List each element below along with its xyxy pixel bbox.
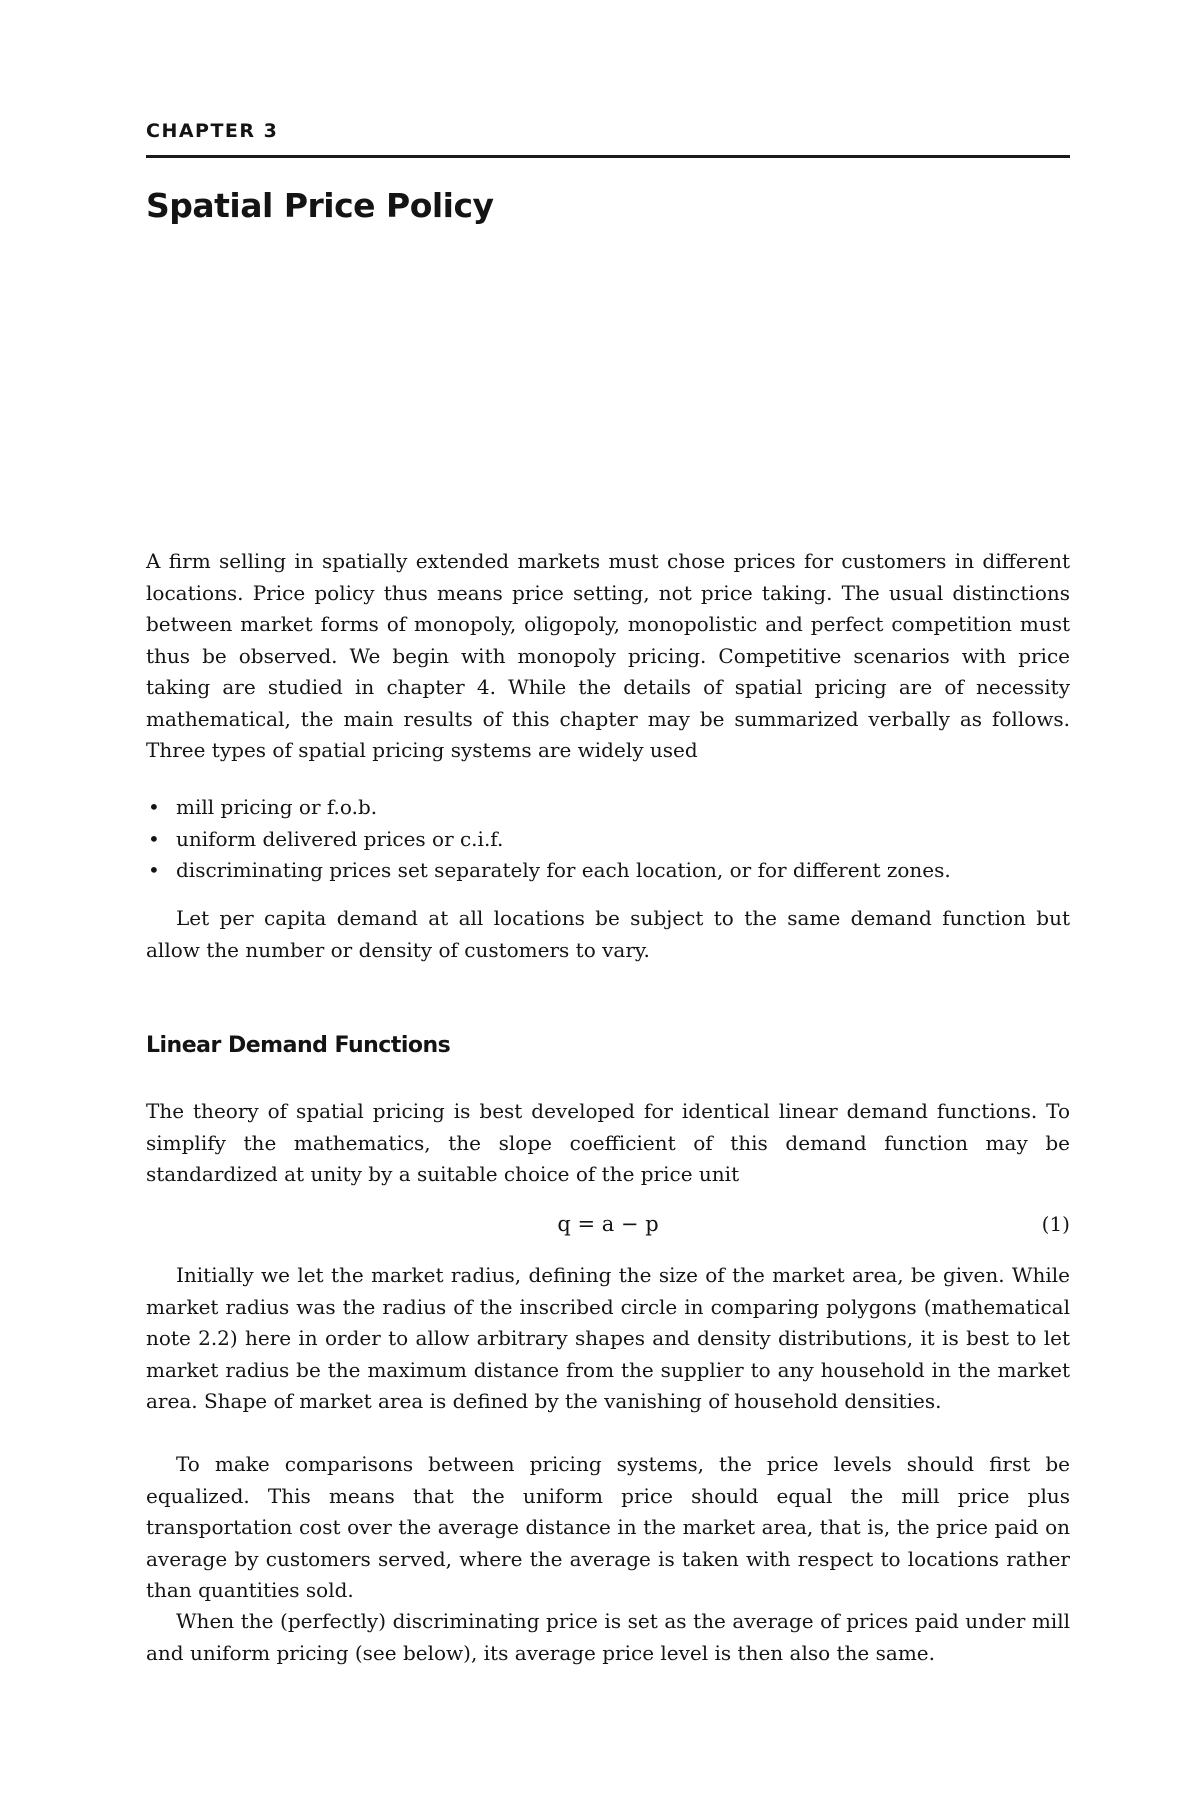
intro-paragraph: A firm selling in spatially extended markets must chose prices for customers in different locations. Price policy thus means price setting, not price taking. The usual distinctions between market forms of monopoly, oligopoly, monopolistic and perfect competition must thus be observed. We begin with monopoly pricing. Competitive scenarios with price taking are studied in chapter 4. While the details of spatial pricing are of necessity mathematical, the main results of this chapter may be summarized verbally as follows. Three types of spatial pricing systems are widely used (146, 549, 1070, 762)
list-item-text: discriminating prices set separately for each location, or for different zones. (176, 858, 951, 882)
demand-equation: q = a − p (557, 1212, 659, 1236)
list-item-text: mill pricing or f.o.b. (176, 795, 378, 819)
bullet-icon: • (148, 826, 160, 851)
section-heading: Linear Demand Functions (146, 1033, 451, 1058)
chapter-rule (146, 155, 1070, 158)
equation-row (146, 1208, 1070, 1240)
demand-paragraph: Let per capita demand at all locations be subject to the same demand function but allow the number or density of customers to vary. (146, 906, 1070, 962)
theory-paragraph: The theory of spatial pricing is best developed for identical linear demand functions. To simplify the mathematics, the slope coefficient of this demand function may be standardized at unity by a suitable choice of the price unit (146, 1099, 1070, 1186)
list-item (146, 824, 1070, 856)
price-comparison-paragraph: To make comparisons between pricing systems, the price levels should first be equalized. This means that the uniform price should equal the mill price plus transportation cost over the average distance in the market area, that is, the price paid on average by customers served, where the average is taken with respect to locations rather than quantities sold. (146, 1452, 1070, 1602)
list-item (146, 792, 1070, 824)
discriminating-price-paragraph: When the (perfectly) discriminating price is set as the average of prices paid under mill and uniform pricing (see below), its average price level is then also the same. (146, 1609, 1070, 1665)
market-radius-paragraph: Initially we let the market radius, defining the size of the market area, be given. While market radius was the radius of the inscribed circle in comparing polygons (mathematical note 2.2) here in order to allow arbitrary shapes and density distributions, it is best to let market radius be the maximum distance from the supplier to any household in the market area. Shape of market area is defined by the vanishing of household densities. (146, 1263, 1070, 1413)
equation-number: (1) (1041, 1212, 1070, 1236)
bullet-icon: • (148, 795, 160, 819)
chapter-title: Spatial Price Policy (146, 186, 494, 225)
list-item-text: uniform delivered prices or c.i.f. (176, 826, 504, 851)
pricing-systems-list (146, 792, 1070, 887)
list-item (146, 855, 1070, 887)
bullet-icon: • (148, 858, 160, 882)
chapter-label: CHAPTER 3 (146, 120, 279, 142)
